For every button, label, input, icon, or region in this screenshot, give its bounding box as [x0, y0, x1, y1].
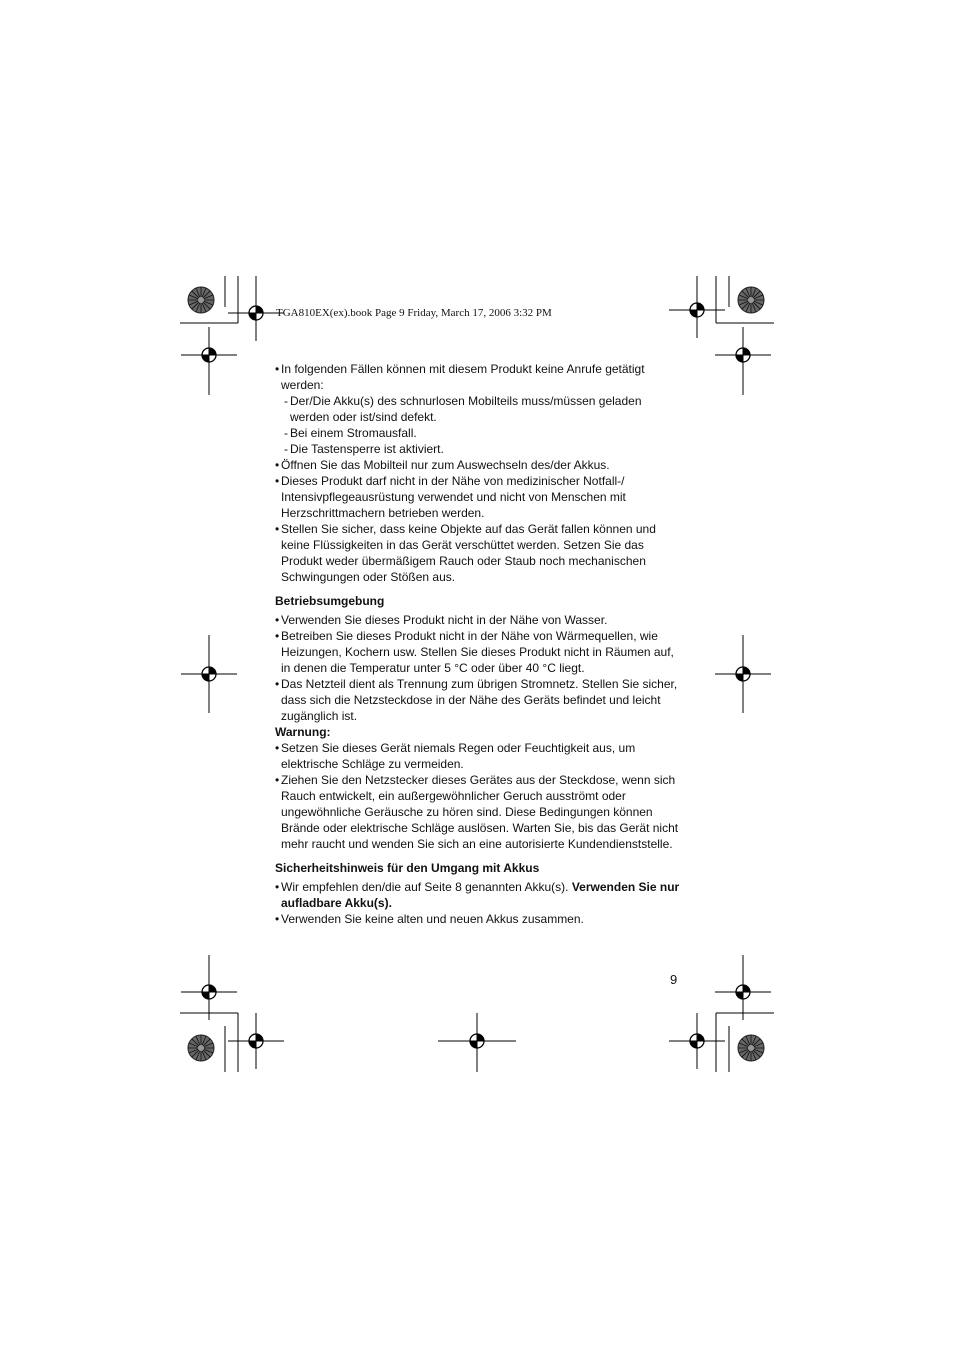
registration-mark-icon [669, 1013, 725, 1069]
list-item: • Öffnen Sie das Mobilteil nur zum Auswechseln des/der Akkus. [275, 457, 683, 473]
sub-list-item: - Der/Die Akku(s) des schnurlosen Mobilteils muss/müssen geladen werden oder ist/sind defekt. [275, 393, 683, 425]
list-item: • Ziehen Sie den Netzstecker dieses Gerätes aus der Steckdose, wenn sich Rauch entwickelt, ein außergewöhnlicher Geruch ausströmt oder ungewöhnliche Geräusche zu hören sind. Diese Bedingungen können Brände oder elektrische Schläge auslösen. Warten Sie, bis das Gerät nicht mehr raucht und wenden Sie sich an eine autorisierte Kundendienststelle. [275, 772, 683, 852]
section-heading-environment: Betriebsumgebung [275, 594, 385, 608]
star-target-icon [188, 287, 214, 313]
list-item: • Stellen Sie sicher, dass keine Objekte auf das Gerät fallen können und keine Flüssigkeiten in das Gerät verschüttet werden. Setzen Sie das Produkt weder übermäßigem Rauch oder Staub noch mechanischen Schwingungen oder Stößen aus. [275, 521, 683, 585]
section-heading-battery: Sicherheitshinweis für den Umgang mit Akkus [275, 861, 540, 875]
page-content [275, 361, 683, 927]
list-item: • Betreiben Sie dieses Produkt nicht in der Nähe von Wärmequellen, wie Heizungen, Kochern usw. Stellen Sie dieses Produkt nicht in Räumen auf, in denen die Temperatur unter 5 °C oder über 40 °C liegt. [275, 628, 683, 676]
sub-list-item: - Die Tastensperre ist aktiviert. [275, 441, 683, 457]
star-target-icon [738, 1035, 764, 1061]
star-target-icon [738, 287, 764, 313]
star-target-icon [188, 1035, 214, 1061]
list-item: • Dieses Produkt darf nicht in der Nähe von medizinischer Notfall-/ Intensivpflegeausrüstung verwendet und nicht von Menschen mit Herzschrittmachern betrieben werden. [275, 473, 683, 521]
warning-label: Warnung: [275, 725, 331, 739]
list-item: • Das Netzteil dient als Trennung zum übrigen Stromnetz. Stellen Sie sicher, dass sich die Netzsteckdose in der Nähe des Geräts befindet und leicht zugänglich ist. [275, 676, 683, 724]
sub-list-item: - Bei einem Stromausfall. [275, 425, 683, 441]
print-header: TGA810EX(ex).book Page 9 Friday, March 17, 2006 3:32 PM [276, 307, 552, 319]
page-number: 9 [670, 972, 678, 987]
registration-mark-icon [228, 1013, 284, 1069]
list-item: • Verwenden Sie keine alten und neuen Akkus zusammen. [275, 911, 683, 927]
list-item: • Setzen Sie dieses Gerät niemals Regen oder Feuchtigkeit aus, um elektrische Schläge zu vermeiden. [275, 740, 683, 772]
list-item [275, 879, 683, 911]
registration-mark-icon [669, 282, 725, 338]
battery-emphasis: Verwenden Sie nur aufladbare Akku(s). [281, 880, 680, 910]
list-item: • In folgenden Fällen können mit diesem Produkt keine Anrufe getätigt werden: [275, 361, 683, 393]
list-item: • Verwenden Sie dieses Produkt nicht in der Nähe von Wasser. [275, 612, 683, 628]
battery-text: Wir empfehlen den/die auf Seite 8 genannten Akku(s). [281, 880, 572, 894]
